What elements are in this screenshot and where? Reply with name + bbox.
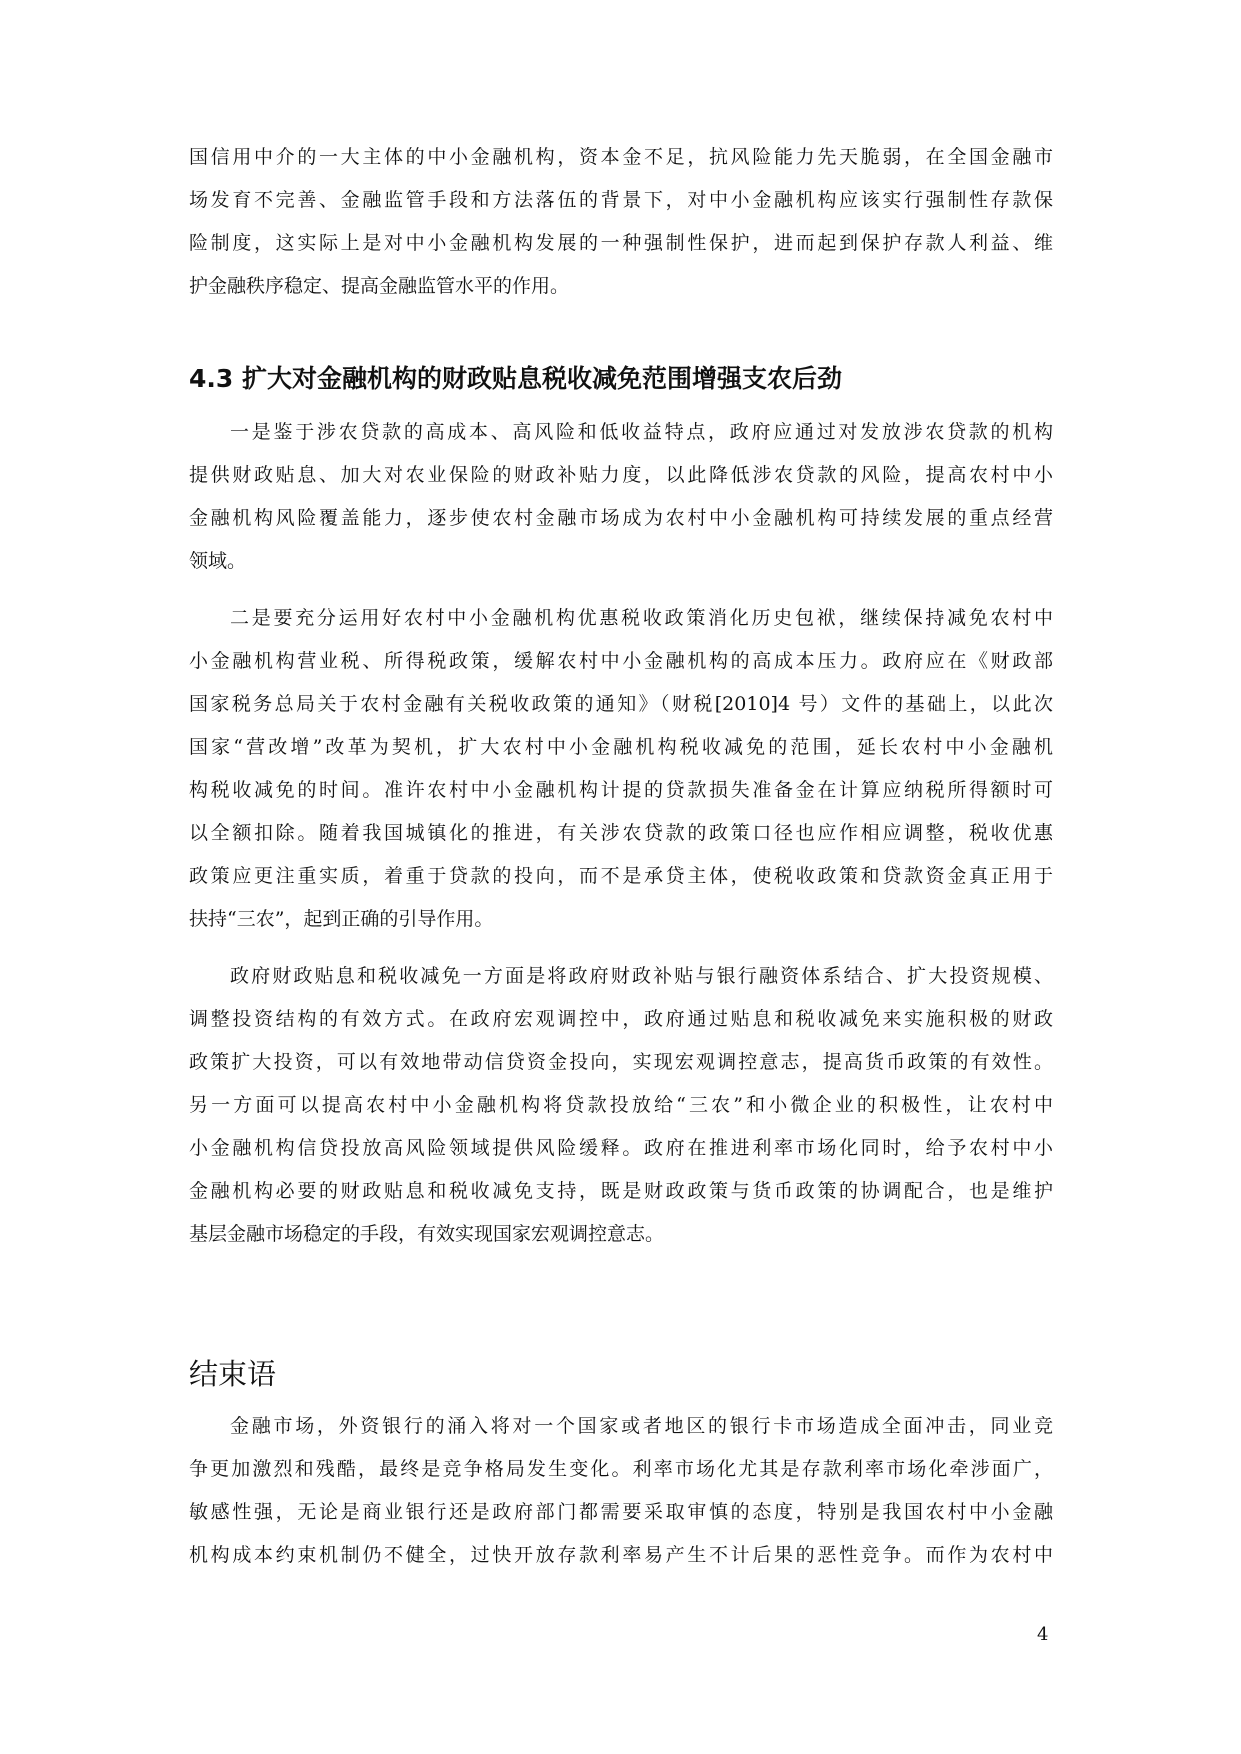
paragraph-line: 争更加激烈和残酷，最终是竞争格局发生变化。利率市场化尤其是存款利率市场化牵涉面广， [189, 1458, 1053, 1480]
paragraph-line: 敏感性强，无论是商业银行还是政府部门都需要采取审慎的态度，特别是我国农村中小金融 [189, 1501, 1053, 1523]
paragraph-line: 国家税务总局关于农村金融有关税收政策的通知》（财税[2010]4 号）文件的基础上，以此次 [189, 693, 1053, 715]
paragraph-line: 领域。 [189, 550, 247, 572]
page-number: 4 [1037, 1624, 1049, 1645]
paragraph-line: 构税收减免的时间。准许农村中小金融机构计提的贷款损失准备金在计算应纳税所得额时可 [189, 779, 1053, 801]
paragraph-line: 一是鉴于涉农贷款的高成本、高风险和低收益特点，政府应通过对发放涉农贷款的机构 [230, 421, 1053, 443]
paragraph-line: 政策应更注重实质，着重于贷款的投向，而不是承贷主体，使税收政策和贷款资金真正用于 [189, 865, 1053, 887]
paragraph-line: 金融市场，外资银行的涌入将对一个国家或者地区的银行卡市场造成全面冲击，同业竞 [230, 1415, 1053, 1437]
paragraph-line: 国信用中介的一大主体的中小金融机构，资本金不足，抗风险能力先天脆弱，在全国金融市 [189, 146, 1053, 168]
paragraph-line: 扶持“三农”，起到正确的引导作用。 [189, 908, 494, 930]
paragraph-line: 场发育不完善、金融监管手段和方法落伍的背景下，对中小金融机构应该实行强制性存款保 [189, 189, 1053, 211]
paragraph-line: 金融机构必要的财政贴息和税收减免支持，既是财政政策与货币政策的协调配合，也是维护 [189, 1180, 1053, 1202]
paragraph-line: 政策扩大投资，可以有效地带动信贷资金投向，实现宏观调控意志，提高货币政策的有效性。 [189, 1051, 1053, 1073]
paragraph-line: 险制度，这实际上是对中小金融机构发展的一种强制性保护，进而起到保护存款人利益、维 [189, 232, 1053, 254]
paragraph-line: 国家“营改增”改革为契机，扩大农村中小金融机构税收减免的范围，延长农村中小金融机 [189, 736, 1053, 758]
paragraph-line: 提供财政贴息、加大对农业保险的财政补贴力度，以此降低涉农贷款的风险，提高农村中小 [189, 464, 1053, 486]
paragraph-line: 调整投资结构的有效方式。在政府宏观调控中，政府通过贴息和税收减免来实施积极的财政 [189, 1008, 1053, 1030]
paragraph-line: 机构成本约束机制仍不健全，过快开放存款利率易产生不计后果的恶性竞争。而作为农村中 [189, 1544, 1053, 1566]
paragraph-line: 二是要充分运用好农村中小金融机构优惠税收政策消化历史包袱，继续保持减免农村中 [230, 607, 1053, 629]
paragraph-line: 金融机构风险覆盖能力，逐步使农村金融市场成为农村中小金融机构可持续发展的重点经营 [189, 507, 1053, 529]
conclusion-heading: 结束语 [189, 1357, 277, 1391]
paragraph-line: 另一方面可以提高农村中小金融机构将贷款投放给“三农”和小微企业的积极性，让农村中 [189, 1094, 1053, 1116]
paragraph-line: 基层金融市场稳定的手段，有效实现国家宏观调控意志。 [189, 1223, 665, 1245]
paragraph-line: 以全额扣除。随着我国城镇化的推进，有关涉农贷款的政策口径也应作相应调整，税收优惠 [189, 822, 1053, 844]
section-heading-4-3: 4.3 扩大对金融机构的财政贴息税收减免范围增强支农后劲 [189, 364, 842, 393]
paragraph-line: 小金融机构营业税、所得税政策，缓解农村中小金融机构的高成本压力。政府应在《财政部 [189, 650, 1053, 672]
paragraph-line: 政府财政贴息和税收减免一方面是将政府财政补贴与银行融资体系结合、扩大投资规模、 [230, 965, 1053, 987]
paragraph-line: 护金融秩序稳定、提高金融监管水平的作用。 [189, 275, 570, 297]
paragraph-line: 小金融机构信贷投放高风险领域提供风险缓释。政府在推进利率市场化同时，给予农村中小 [189, 1137, 1053, 1159]
